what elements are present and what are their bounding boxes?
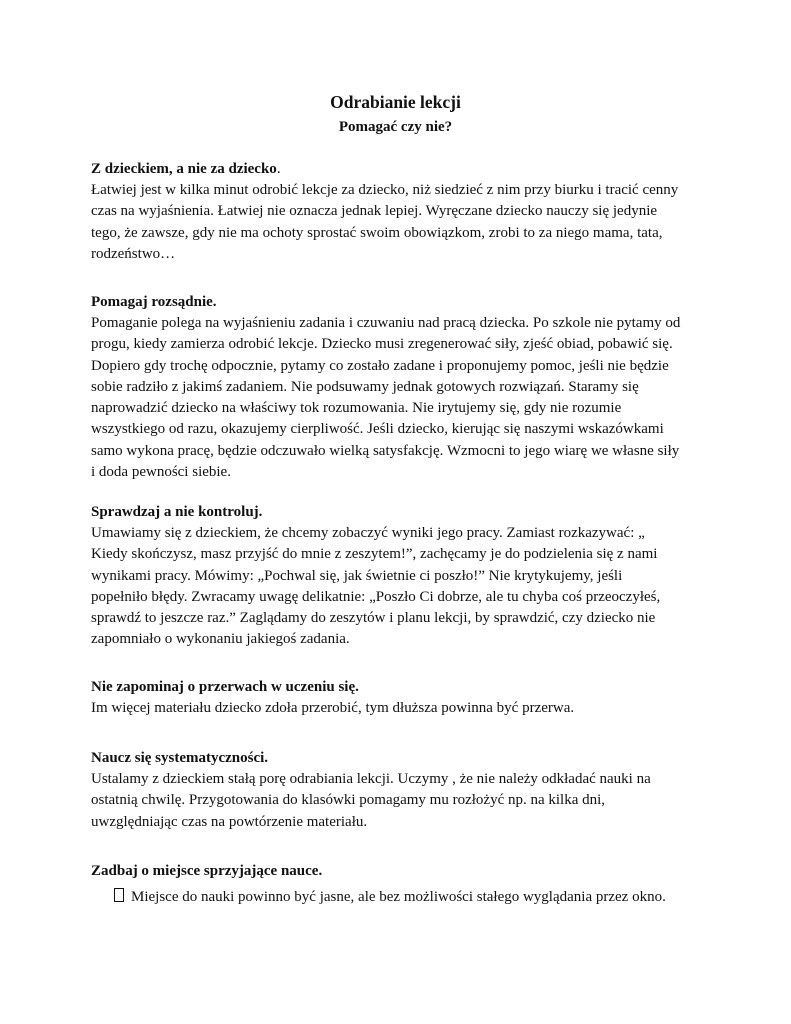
section-przerwy [91,677,721,719]
section-heading [91,159,721,180]
bullet-item [114,887,734,908]
paragraph-line: progu, kiedy zamierza odrobić lekcje. Dziecko musi zregenerować siły, zjeść obiad, pobawić się. [91,336,673,353]
page-title: Odrabianie lekcji [330,92,461,112]
paragraph-line: popełniło błędy. Zwracamy uwagę delikatnie: „Poszło Ci dobrze, ale tu chyba coś przeoczyłeś, [91,588,661,605]
paragraph-line: tego, że zawsze, gdy nie ma ochoty sprostać swoim obowiązkom, zrobi to za niego mama, tata, [91,224,663,241]
paragraph-line: naprowadzić dziecko na właściwy tok rozumowania. Nie irytujemy się, gdy nie rozumie [91,400,622,417]
paragraph-line: uwzględniając czas na powtórzenie materiału. [91,813,368,830]
paragraph-line: Dopiero gdy trochę odpocznie, pytamy co zostało zadane i proponujemy pomoc, jeśli nie będzie [91,357,669,374]
section-miejsce-nauki [91,861,721,882]
paragraph-line: sobie radziło z jakimś zadaniem. Nie podsuwamy jednak gotowych rozwiązań. Staramy się [91,378,639,395]
section-heading: Pomagaj rozsądnie. [91,294,217,310]
checkbox-glyph-icon [114,888,124,902]
section-heading: Nie zapominaj o przerwach w uczeniu się. [91,679,359,695]
section-heading: Zadbaj o miejsce sprzyjające nauce. [91,863,323,879]
section-heading-text: Z dzieckiem, a nie za dziecko [91,161,277,177]
paragraph-line: i doda pewności siebie. [91,464,231,481]
section-sprawdzaj [91,502,721,651]
paragraph-line: sprawdź to jeszcze raz.” Zaglądamy do zeszytów i planu lekcji, by sprawdzić, czy dziecko nie [91,610,656,627]
paragraph-line: Umawiamy się z dzieckiem, że chcemy zobaczyć wyniki jego pracy. Zamiast rozkazywać: „ [91,525,645,541]
section-heading: Naucz się systematyczności. [91,750,269,766]
paragraph-line: ostatnią chwilę. Przygotowania do klasówki pomagamy mu rozłożyć np. na kilka dni, [91,792,606,809]
paragraph-line: czas na wyjaśnienia. Łatwiej nie oznacza jednak lepiej. Wyręczane dziecko nauczy się jedynie [91,203,658,220]
paragraph-line: Łatwiej jest w kilka minut odrobić lekcje za dziecko, niż siedzieć z nim przy biurku i tracić cenny [91,182,679,198]
paragraph-line: rodzeństwo… [91,245,176,262]
paragraph-line: Im więcej materiału dziecko zdoła przerobić, tym dłuższa powinna być przerwa. [91,700,575,716]
paragraph-line: samo wykona pracę, będzie odczuwało wielką satysfakcję. Wzmocni to jego wiarę we własne siły [91,442,680,459]
paragraph-line: Pomaganie polega na wyjaśnieniu zadania i czuwaniu nad pracą dziecka. Po szkole nie pytamy od [91,315,681,331]
section-heading-suffix: . [276,161,281,177]
section-pomagaj-rozsadnie [91,292,721,483]
paragraph-line: Kiedy skończysz, masz przyjść do mnie z zeszytem!”, zachęcamy je do podzielenia się z nami [91,546,658,563]
section-heading: Sprawdzaj a nie kontroluj. [91,504,263,520]
section-systematycznosc [91,748,721,833]
paragraph-line: wszystkiego od razu, okazujemy cierpliwość. Jeśli dziecko, kierując się naszymi wskazówkami [91,421,664,438]
paragraph-line: Ustalamy z dzieckiem stałą porę odrabiania lekcji. Uczymy , że nie należy odkładać nauki na [91,771,651,787]
paragraph-line: zapomniało o wykonaniu jakiegoś zadania. [91,631,350,648]
paragraph-line: wynikami pracy. Mówimy: „Pochwal się, jak świetnie ci poszło!” Nie krytykujemy, jeśli [91,567,623,584]
bullet-text: Miejsce do nauki powinno być jasne, ale bez możliwości stałego wyglądania przez okno. [131,889,666,905]
section-z-dzieckiem [91,159,721,265]
page-subtitle: Pomagać czy nie? [338,119,453,135]
